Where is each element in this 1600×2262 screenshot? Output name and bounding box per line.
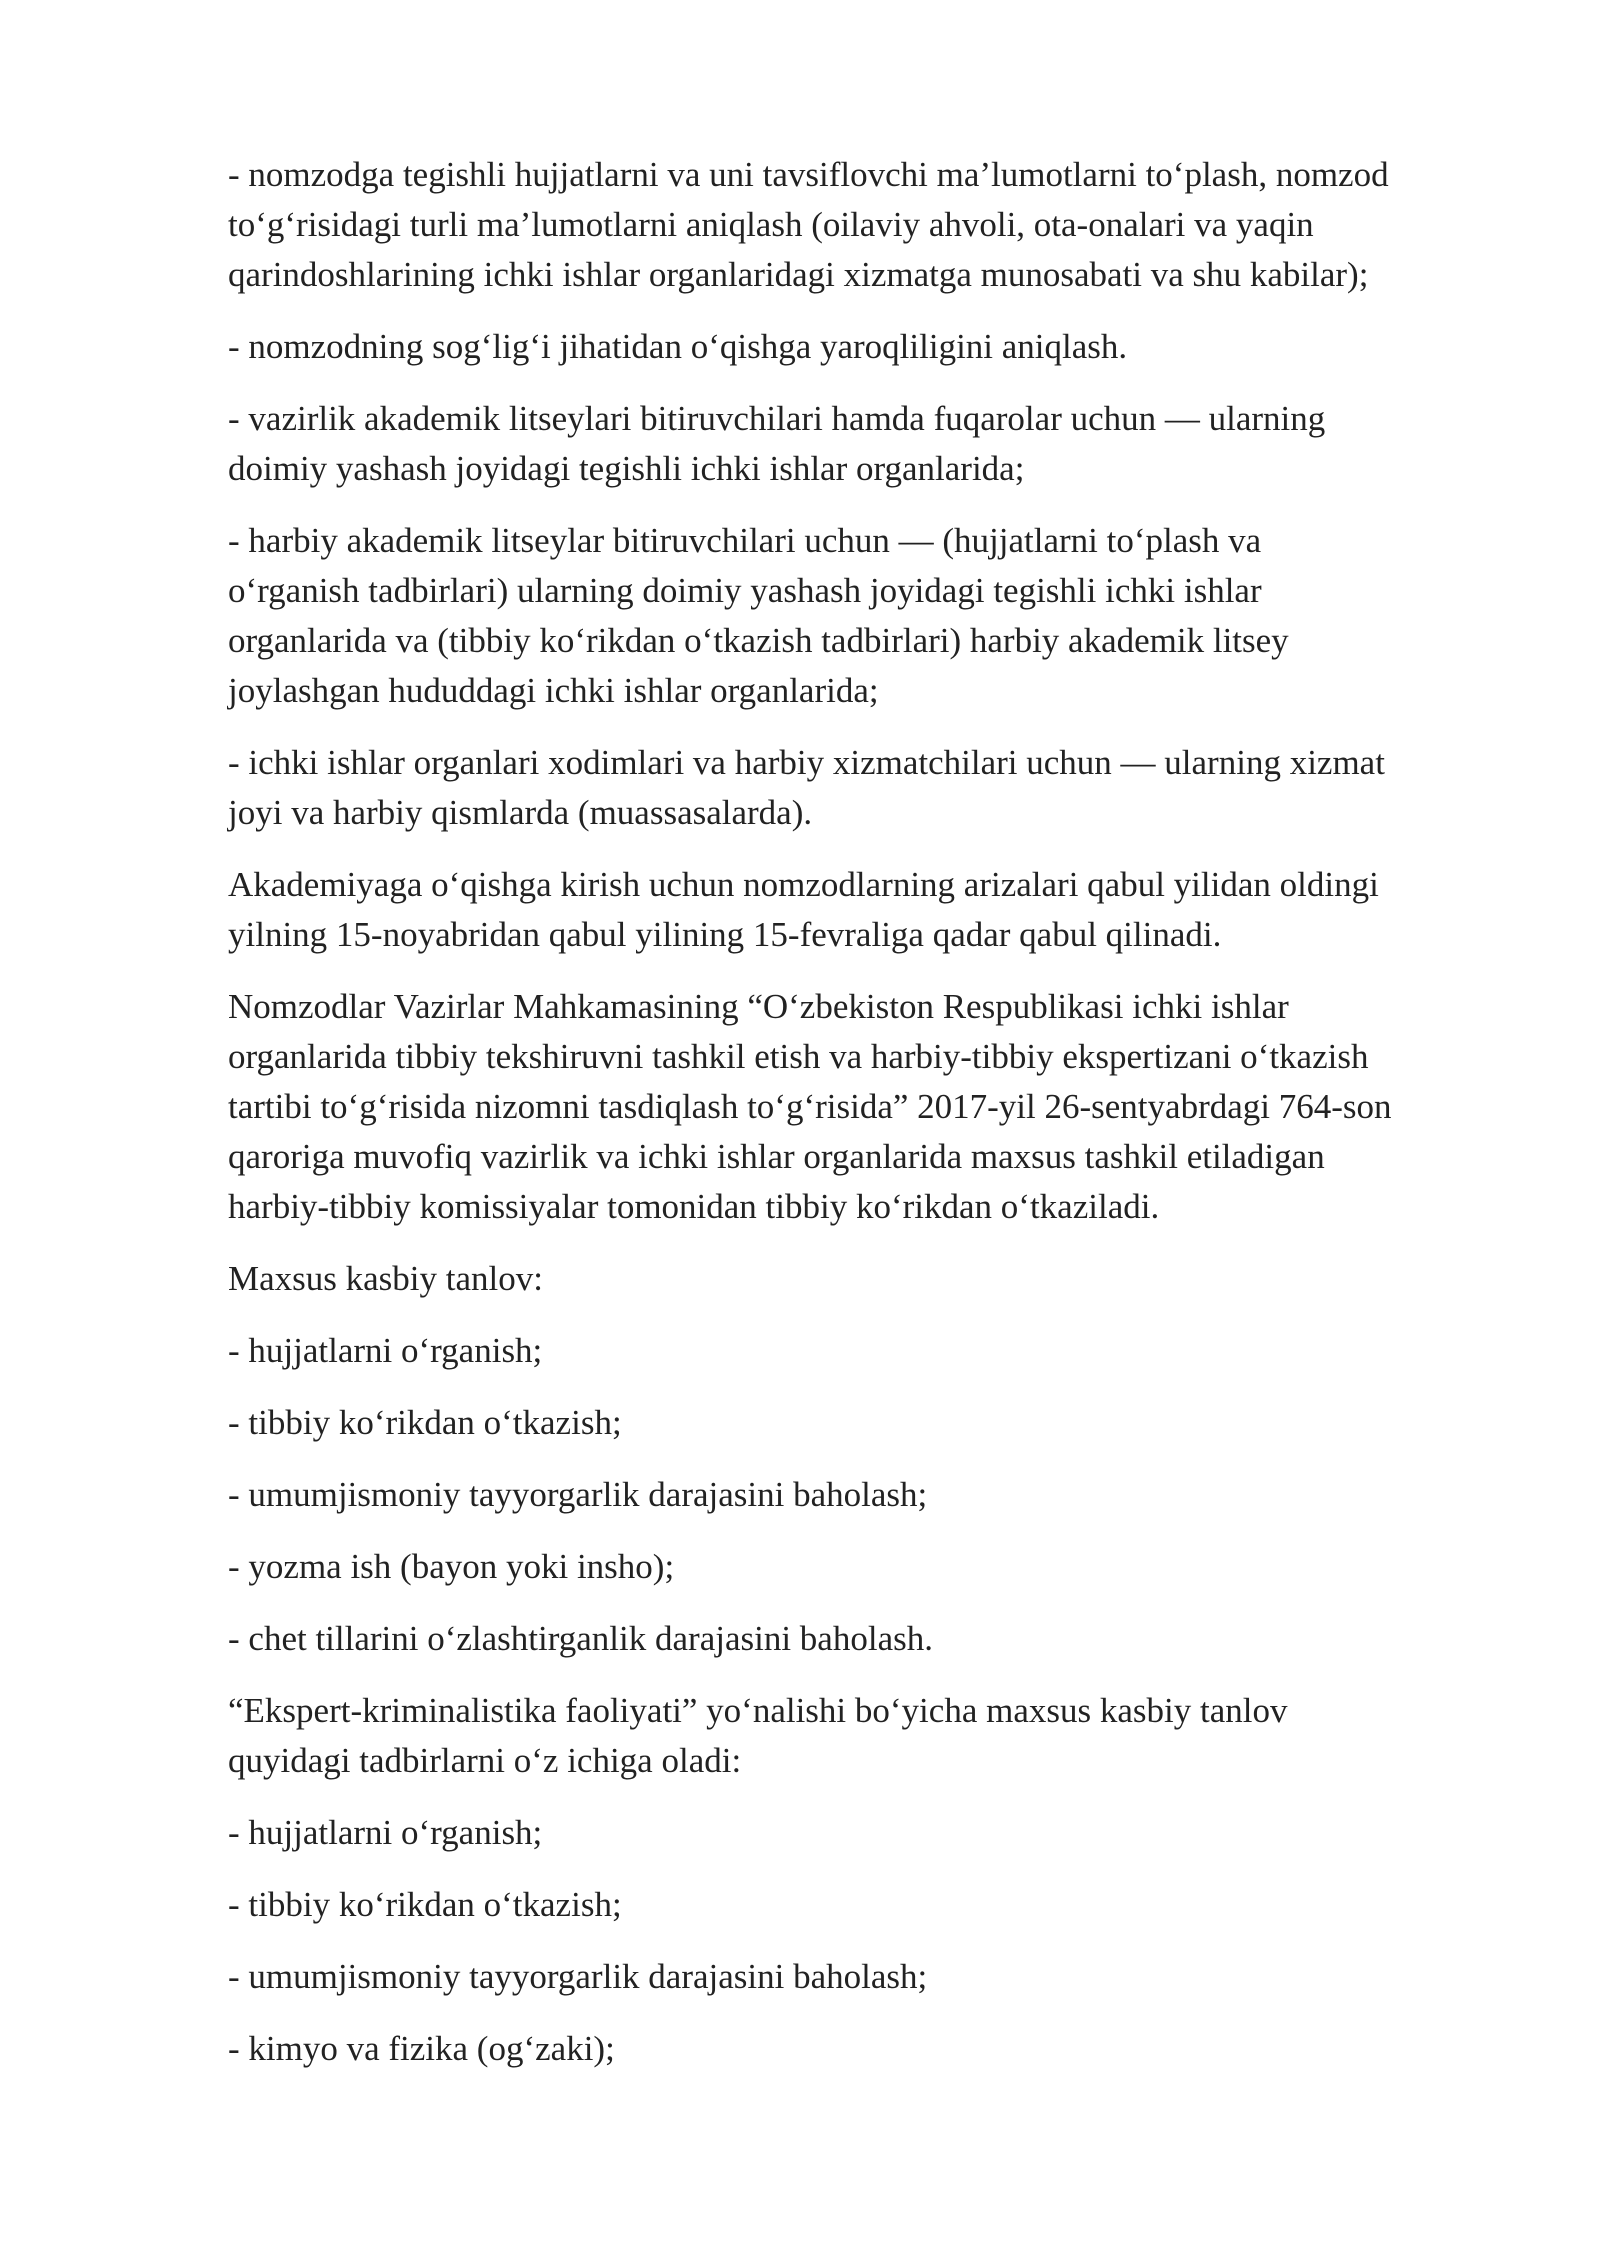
text-line: quyidagi tadbirlarni o‘z ichiga oladi: bbox=[228, 1741, 742, 1780]
text-line: to‘g‘risidagi turli ma’lumotlarni aniqlash (oilaviy ahvoli, ota-onalari va yaqin bbox=[228, 205, 1314, 244]
text-line: doimiy yashash joyidagi tegishli ichki ishlar organlarida; bbox=[228, 449, 1025, 488]
text-line: o‘rganish tadbirlari) ularning doimiy yashash joyidagi tegishli ichki ishlar bbox=[228, 571, 1262, 610]
paragraph-forensic-selection bbox=[228, 1686, 1498, 1786]
list-item bbox=[228, 1470, 1498, 1520]
paragraph-military-lyceum bbox=[228, 516, 1498, 716]
paragraph-application-period bbox=[228, 860, 1498, 960]
list-item bbox=[228, 1808, 1498, 1858]
text-line: - nomzodning sog‘lig‘i jihatidan o‘qishga yaroqliligini aniqlash. bbox=[228, 327, 1128, 366]
text-line: - chet tillarini o‘zlashtirganlik darajasini baholash. bbox=[228, 1619, 933, 1658]
text-line: qaroriga muvofiq vazirlik va ichki ishlar organlarida maxsus tashkil etiladigan bbox=[228, 1137, 1325, 1176]
paragraph-staff-servicemen bbox=[228, 738, 1498, 838]
text-line: Akademiyaga o‘qishga kirish uchun nomzodlarning arizalari qabul yilidan oldingi bbox=[228, 865, 1379, 904]
list-item bbox=[228, 1326, 1498, 1376]
text-line: - umumjismoniy tayyorgarlik darajasini baholash; bbox=[228, 1957, 928, 1996]
paragraph-selection-heading bbox=[228, 1254, 1498, 1304]
text-line: “Ekspert-kriminalistika faoliyati” yo‘nalishi bo‘yicha maxsus kasbiy tanlov bbox=[228, 1691, 1288, 1730]
document-body bbox=[228, 150, 1498, 2096]
list-item bbox=[228, 1614, 1498, 1664]
text-line: tartibi to‘g‘risida nizomni tasdiqlash to‘g‘risida” 2017-yil 26-sentyabrdagi 764-son bbox=[228, 1087, 1392, 1126]
text-line: - tibbiy ko‘rikdan o‘tkazish; bbox=[228, 1885, 622, 1924]
text-line: Maxsus kasbiy tanlov: bbox=[228, 1259, 543, 1298]
text-line: - tibbiy ko‘rikdan o‘tkazish; bbox=[228, 1403, 622, 1442]
text-line: - yozma ish (bayon yoki insho); bbox=[228, 1547, 675, 1586]
paragraph-medical-commission bbox=[228, 982, 1498, 1232]
text-line: - vazirlik akademik litseylari bitiruvchilari hamda fuqarolar uchun — ularning bbox=[228, 399, 1326, 438]
text-line: - harbiy akademik litseylar bitiruvchilari uchun — (hujjatlarni to‘plash va bbox=[228, 521, 1262, 560]
text-line: - umumjismoniy tayyorgarlik darajasini baholash; bbox=[228, 1475, 928, 1514]
text-line: yilning 15-noyabridan qabul yilining 15-fevraliga qadar qabul qilinadi. bbox=[228, 915, 1222, 954]
text-line: qarindoshlarining ichki ishlar organlaridagi xizmatga munosabati va shu kabilar); bbox=[228, 255, 1369, 294]
text-line: - nomzodga tegishli hujjatlarni va uni tavsiflovchi ma’lumotlarni to‘plash, nomzod bbox=[228, 155, 1389, 194]
paragraph-health-fitness bbox=[228, 322, 1498, 372]
text-line: - ichki ishlar organlari xodimlari va harbiy xizmatchilari uchun — ularning xizmat bbox=[228, 743, 1385, 782]
list-item bbox=[228, 2024, 1498, 2074]
text-line: harbiy-tibbiy komissiyalar tomonidan tibbiy ko‘rikdan o‘tkaziladi. bbox=[228, 1187, 1160, 1226]
text-line: - hujjatlarni o‘rganish; bbox=[228, 1813, 543, 1852]
list-item bbox=[228, 1952, 1498, 2002]
paragraph-lyceum-graduates bbox=[228, 394, 1498, 494]
list-item bbox=[228, 1542, 1498, 1592]
paragraph-candidate-documents bbox=[228, 150, 1498, 300]
list-item bbox=[228, 1880, 1498, 1930]
list-item bbox=[228, 1398, 1498, 1448]
text-line: organlarida tibbiy tekshiruvni tashkil etish va harbiy-tibbiy ekspertizani o‘tkazish bbox=[228, 1037, 1369, 1076]
text-line: joyi va harbiy qismlarda (muassasalarda). bbox=[228, 793, 813, 832]
text-line: joylashgan hududdagi ichki ishlar organlarida; bbox=[228, 671, 879, 710]
text-line: organlarida va (tibbiy ko‘rikdan o‘tkazish tadbirlari) harbiy akademik litsey bbox=[228, 621, 1289, 660]
text-line: - hujjatlarni o‘rganish; bbox=[228, 1331, 543, 1370]
text-line: Nomzodlar Vazirlar Mahkamasining “O‘zbekiston Respublikasi ichki ishlar bbox=[228, 987, 1289, 1026]
text-line: - kimyo va fizika (og‘zaki); bbox=[228, 2029, 615, 2068]
